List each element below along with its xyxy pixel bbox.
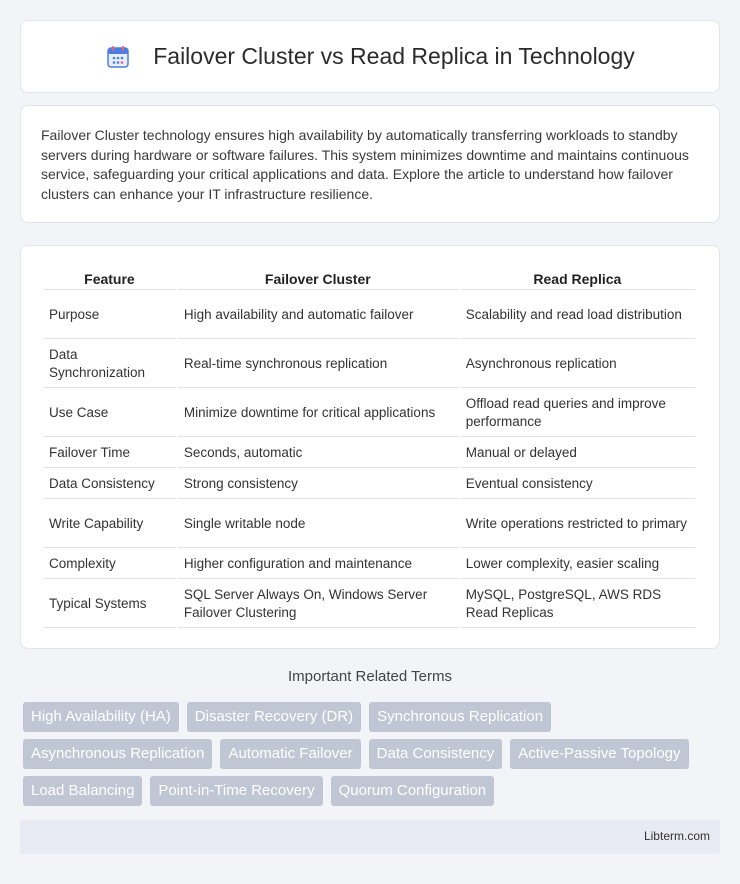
term-tag[interactable]: Active-Passive Topology — [510, 739, 688, 769]
term-tag[interactable]: High Availability (HA) — [23, 702, 179, 732]
table-row — [43, 341, 695, 388]
table-row — [43, 581, 695, 628]
table-cell: Real-time synchronous replication — [178, 341, 458, 388]
footer — [20, 820, 720, 854]
column-header: Read Replica — [460, 268, 695, 290]
table-cell: Higher configuration and maintenance — [178, 550, 458, 579]
table-cell: Minimize downtime for critical applications — [178, 390, 458, 437]
table-row — [43, 439, 695, 468]
related-terms-list — [23, 702, 723, 806]
table-cell: Asynchronous replication — [460, 341, 695, 388]
comparison-card — [20, 245, 720, 649]
intro-card — [20, 105, 720, 223]
table-row — [43, 292, 695, 339]
table-cell: SQL Server Always On, Windows Server Failover Clustering — [178, 581, 458, 628]
table-cell: Manual or delayed — [460, 439, 695, 468]
term-tag[interactable]: Automatic Failover — [220, 739, 360, 769]
table-cell: Write Capability — [43, 501, 176, 548]
page-title: Failover Cluster vs Read Replica in Technology — [153, 43, 635, 69]
table-cell: Scalability and read load distribution — [460, 292, 695, 339]
related-terms-heading: Important Related Terms — [288, 668, 452, 685]
table-cell: Typical Systems — [43, 581, 176, 628]
table-cell: Data Consistency — [43, 470, 176, 499]
table-cell: Failover Time — [43, 439, 176, 468]
header-card — [20, 20, 720, 93]
intro-text: Failover Cluster technology ensures high availability by automatically transferring workloads to standby servers during hardware or software failures. This system minimizes downtime and maintains continuous service, safeguarding your critical applications and data. Explore the article to understand how failover clusters can enhance your IT infrastructure resilience. — [41, 127, 689, 202]
column-header: Failover Cluster — [178, 268, 458, 290]
term-tag[interactable]: Disaster Recovery (DR) — [187, 702, 361, 732]
term-tag[interactable]: Asynchronous Replication — [23, 739, 212, 769]
term-tag[interactable]: Synchronous Replication — [369, 702, 551, 732]
table-cell: Lower complexity, easier scaling — [460, 550, 695, 579]
term-tag[interactable]: Data Consistency — [369, 739, 503, 769]
table-row — [43, 501, 695, 548]
comparison-table — [41, 266, 697, 630]
table-cell: Data Synchronization — [43, 341, 176, 388]
table-header-row — [43, 268, 695, 290]
table-cell: Use Case — [43, 390, 176, 437]
table-cell: Purpose — [43, 292, 176, 339]
table-cell: Strong consistency — [178, 470, 458, 499]
table-cell: Single writable node — [178, 501, 458, 548]
term-tag[interactable]: Quorum Configuration — [331, 776, 495, 806]
term-tag[interactable]: Load Balancing — [23, 776, 142, 806]
calendar-icon — [105, 44, 131, 70]
footer-brand-link[interactable]: Libterm.com — [643, 829, 710, 843]
table-cell: Write operations restricted to primary — [460, 501, 695, 548]
table-cell: Seconds, automatic — [178, 439, 458, 468]
term-tag[interactable]: Point-in-Time Recovery — [150, 776, 322, 806]
table-row — [43, 550, 695, 579]
column-header: Feature — [43, 268, 176, 290]
table-row — [43, 390, 695, 437]
table-cell: MySQL, PostgreSQL, AWS RDS Read Replicas — [460, 581, 695, 628]
table-cell: Complexity — [43, 550, 176, 579]
table-cell: High availability and automatic failover — [178, 292, 458, 339]
table-row — [43, 470, 695, 499]
table-cell: Eventual consistency — [460, 470, 695, 499]
table-cell: Offload read queries and improve performance — [460, 390, 695, 437]
